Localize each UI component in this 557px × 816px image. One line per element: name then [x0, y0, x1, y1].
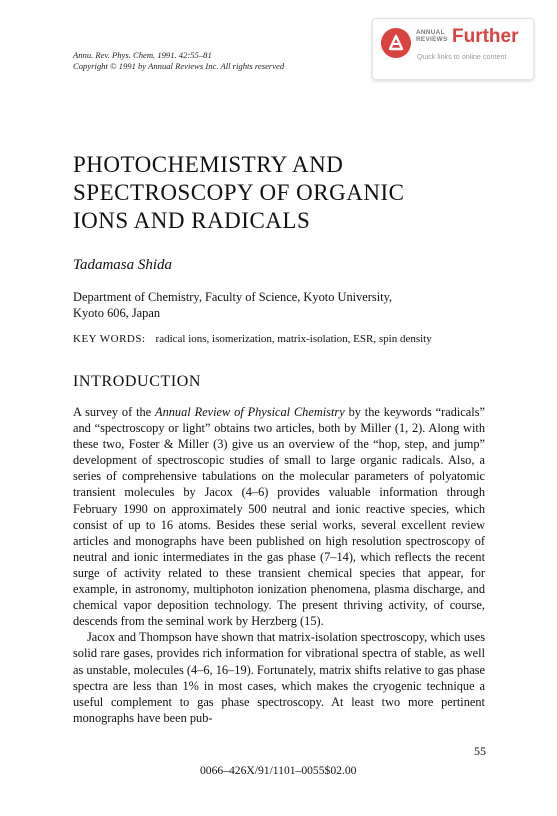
title-line: IONS AND RADICALS: [73, 208, 311, 233]
copyright-notice: Copyright © 1991 by Annual Reviews Inc. All rights reserved: [73, 61, 285, 71]
paragraph-text: A survey of the: [73, 405, 156, 419]
badge-annual: ANNUAL: [416, 29, 445, 36]
section-heading: INTRODUCTION: [73, 373, 202, 390]
page-number: 55: [474, 744, 486, 758]
keywords-label: KEY WORDS:: [73, 333, 146, 345]
journal-name: Annual Review of Physical Chemistry: [155, 405, 345, 419]
badge-further-text: Further: [452, 26, 519, 47]
badge-annual-reviews-label: [416, 29, 448, 43]
journal-header: [73, 50, 284, 72]
further-online-badge[interactable]: [372, 18, 534, 80]
paragraph: [73, 404, 485, 629]
badge-subtitle: Quick links to online content: [417, 52, 507, 61]
article-title: [73, 151, 493, 235]
body-text: [73, 404, 485, 726]
badge-reviews: REVIEWS: [416, 36, 448, 43]
article-code: 0066–426X/91/1101–0055$02.00: [200, 764, 357, 777]
paragraph-text: by the keywords “radicals” and “spectroscopy or light” obtains two articles, both by Miller (1, 2). Along with these two, Foster & Miller (3) give us an overview of the “hop, step, and jump” development of spectroscopic studies of small to large organic radicals. Also, a series of comprehensive tabulations on the molecular parameters of polyatomic transient molecules by Jacox (4–6) provides valuable information through February 1990 on approximately 500 neutral and ionic reactive species, which consist of up to 16 atoms. Besides these serial works, several excellent review articles and monographs have been published on high resolution spectroscopy of neutral and ionic intermediates in the gas phase (7–14), which reflects the recent surge of activity related to these transient chemical species that appear, for example, in astronomy, multiphoton ionization phenomena, plasma discharge, and chemical vapor deposition technology. The present thriving activity, of course, descends from the seminal work by Herzberg (15).: [73, 405, 485, 629]
paragraph: Jacox and Thompson have shown that matrix-isolation spectroscopy, which uses solid rare gases, provides rich information for vibrational spectra of stable, as well as unstable, molecules (4–6, 16–19). Fortunately, matrix shifts relative to gas phase spectra are less than 1% in most cases, which makes the cryogenic technique a useful complement to gas phase spectroscopy. At least two more pertinent monographs have been pub-: [73, 630, 485, 725]
annual-reviews-logo-icon: [381, 28, 411, 58]
author-affiliation: [73, 289, 392, 321]
author-name: Tadamasa Shida: [73, 257, 173, 273]
keywords: [73, 333, 432, 345]
affiliation-line: Department of Chemistry, Faculty of Science, Kyoto University,: [73, 290, 393, 304]
title-line: PHOTOCHEMISTRY AND: [73, 152, 344, 177]
keywords-list: radical ions, isomerization, matrix-isolation, ESR, spin density: [155, 333, 432, 345]
title-line: SPECTROSCOPY OF ORGANIC: [73, 180, 405, 205]
affiliation-line: Kyoto 606, Japan: [73, 306, 161, 320]
journal-citation: Annu. Rev. Phys. Chem. 1991. 42:55–81: [73, 50, 212, 60]
